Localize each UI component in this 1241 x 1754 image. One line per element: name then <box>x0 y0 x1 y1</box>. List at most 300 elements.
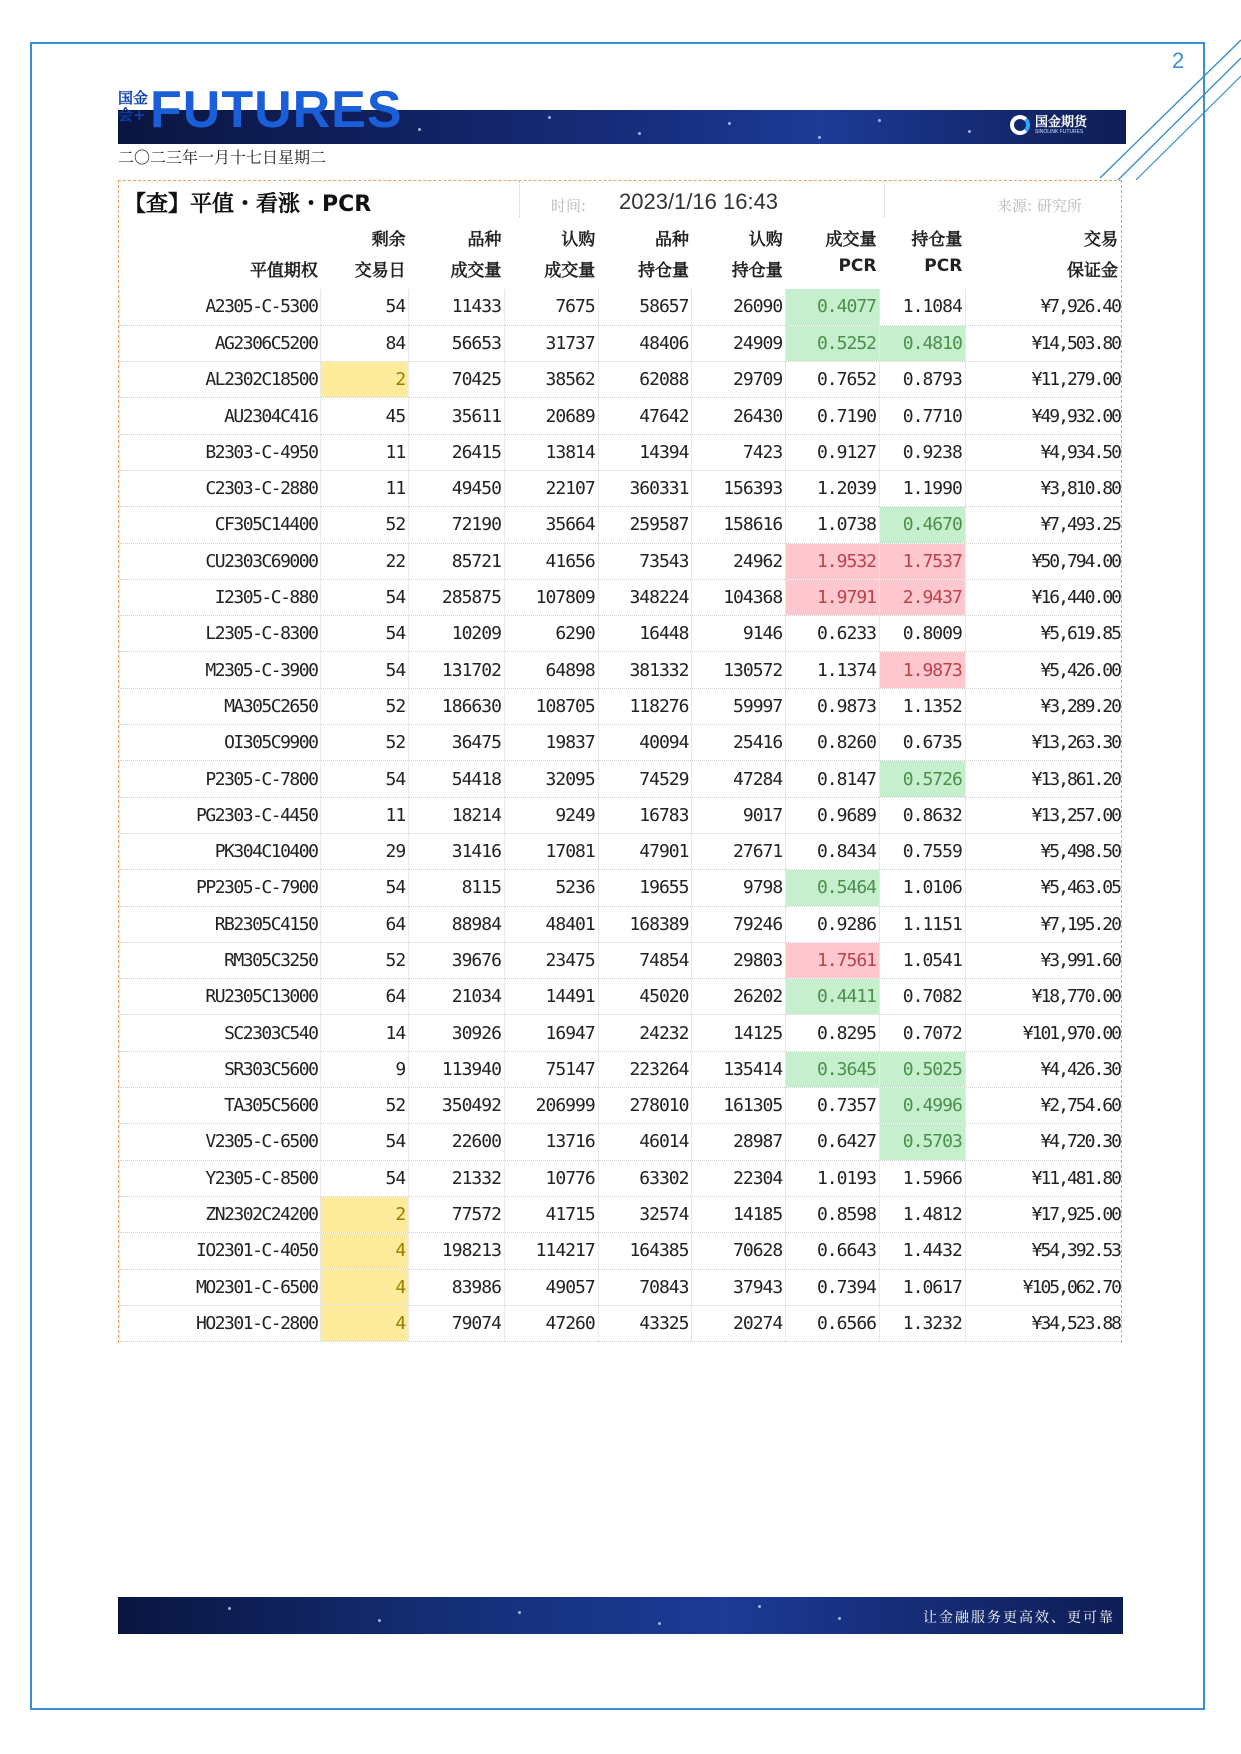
table-cell: 19655 <box>598 870 692 906</box>
table-cell: 22600 <box>409 1124 505 1160</box>
table-cell: 24232 <box>598 1015 692 1051</box>
table-cell: ¥13,861.20 <box>965 761 1121 797</box>
table-cell: 16947 <box>504 1015 598 1051</box>
table-cell: ¥105,062.70 <box>965 1269 1121 1305</box>
divider <box>884 181 885 217</box>
table-cell: 1.0541 <box>880 942 966 978</box>
table-cell: ¥5,498.50 <box>965 833 1121 869</box>
table-cell: 24909 <box>692 325 786 361</box>
table-cell: 24962 <box>692 543 786 579</box>
table-cell: 54 <box>321 1160 409 1196</box>
table-row <box>120 979 1122 1015</box>
table-cell: 223264 <box>598 1051 692 1087</box>
table-cell: 49057 <box>504 1269 598 1305</box>
table-cell: 0.7190 <box>786 398 880 434</box>
option-name-cell: P2305-C-7800 <box>120 761 321 797</box>
table-cell: 0.4411 <box>786 979 880 1015</box>
table-cell: 14125 <box>692 1015 786 1051</box>
table-cell: 48401 <box>504 906 598 942</box>
table-cell: 35664 <box>504 507 598 543</box>
table-cell: 1.9532 <box>786 543 880 579</box>
table-cell: 27671 <box>692 833 786 869</box>
table-cell: 4 <box>321 1269 409 1305</box>
table-cell: 52 <box>321 507 409 543</box>
table-cell: 88984 <box>409 906 505 942</box>
table-cell: 28987 <box>692 1124 786 1160</box>
table-cell: 259587 <box>598 507 692 543</box>
column-header: 保证金 <box>1067 261 1118 281</box>
table-cell: 47642 <box>598 398 692 434</box>
table-cell: 158616 <box>692 507 786 543</box>
table-row <box>120 470 1122 506</box>
table-cell: 32574 <box>598 1196 692 1232</box>
table-cell: 54 <box>321 579 409 615</box>
table-cell: 2.9437 <box>880 579 966 615</box>
table-cell: 38562 <box>504 362 598 398</box>
option-name-cell: AL2302C18500 <box>120 362 321 398</box>
table-cell: 0.8632 <box>880 797 966 833</box>
table-cell: 0.5464 <box>786 870 880 906</box>
table-row <box>120 652 1122 688</box>
table-cell: ¥3,991.60 <box>965 942 1121 978</box>
table-cell: 5236 <box>504 870 598 906</box>
table-cell: 14491 <box>504 979 598 1015</box>
table-cell: 1.5966 <box>880 1160 966 1196</box>
table-cell: ¥4,720.30 <box>965 1124 1121 1160</box>
table-cell: 1.9873 <box>880 652 966 688</box>
option-name-cell: IO2301-C-4050 <box>120 1233 321 1269</box>
table-cell: ¥5,463.05 <box>965 870 1121 906</box>
table-cell: 31416 <box>409 833 505 869</box>
table-cell: 70843 <box>598 1269 692 1305</box>
table-cell: 23475 <box>504 942 598 978</box>
table-row <box>120 1233 1122 1269</box>
table-cell: ¥13,263.30 <box>965 725 1121 761</box>
table-cell: 113940 <box>409 1051 505 1087</box>
table-cell: 14394 <box>598 434 692 470</box>
table-cell: 1.1990 <box>880 470 966 506</box>
table-cell: 0.6233 <box>786 616 880 652</box>
table-row <box>120 1124 1122 1160</box>
table-cell: 1.3232 <box>880 1305 966 1341</box>
table-cell: ¥50,794.00 <box>965 543 1121 579</box>
table-cell: 0.9873 <box>786 688 880 724</box>
table-cell: 0.8793 <box>880 362 966 398</box>
table-cell: 7423 <box>692 434 786 470</box>
table-cell: 360331 <box>598 470 692 506</box>
table-cell: 4 <box>321 1305 409 1341</box>
table-cell: 52 <box>321 1088 409 1124</box>
column-header-top: 交易 <box>1084 230 1118 250</box>
pcr-sheet <box>118 180 1122 1343</box>
table-cell: 0.8598 <box>786 1196 880 1232</box>
table-cell: 1.7537 <box>880 543 966 579</box>
table-cell: 0.4077 <box>786 289 880 325</box>
table-cell: 22304 <box>692 1160 786 1196</box>
table-cell: ¥11,481.80 <box>965 1160 1121 1196</box>
column-header-top: 认购 <box>561 230 596 250</box>
table-cell: 79074 <box>409 1305 505 1341</box>
table-cell: 29 <box>321 833 409 869</box>
logo-futures: FUTURES <box>150 81 403 139</box>
corner-decoration <box>1100 30 1241 180</box>
option-name-cell: L2305-C-8300 <box>120 616 321 652</box>
table-cell: 0.3645 <box>786 1051 880 1087</box>
option-name-cell: SC2303C540 <box>120 1015 321 1051</box>
table-cell: 52 <box>321 725 409 761</box>
table-cell: 1.7561 <box>786 942 880 978</box>
table-cell: 35611 <box>409 398 505 434</box>
table-cell: 54418 <box>409 761 505 797</box>
divider <box>519 181 520 217</box>
option-name-cell: OI305C9900 <box>120 725 321 761</box>
option-name-cell: AG2306C5200 <box>120 325 321 361</box>
sheet-title: 【查】平值・看涨・PCR <box>124 192 372 217</box>
table-cell: 1.2039 <box>786 470 880 506</box>
table-row <box>120 507 1122 543</box>
table-cell: 56653 <box>409 325 505 361</box>
table-cell: 0.6735 <box>880 725 966 761</box>
table-cell: 1.1084 <box>880 289 966 325</box>
table-cell: 59997 <box>692 688 786 724</box>
table-cell: 37943 <box>692 1269 786 1305</box>
sheet-header <box>119 181 1121 217</box>
table-row <box>120 289 1122 325</box>
table-cell: 161305 <box>692 1088 786 1124</box>
table-row <box>120 362 1122 398</box>
option-name-cell: RU2305C13000 <box>120 979 321 1015</box>
table-cell: 13814 <box>504 434 598 470</box>
table-row <box>120 1051 1122 1087</box>
table-cell: 19837 <box>504 725 598 761</box>
column-header-top: 品种 <box>467 230 502 250</box>
brand-name: 国金期货 <box>1035 114 1088 130</box>
table-cell: 135414 <box>692 1051 786 1087</box>
table-cell: ¥7,195.20 <box>965 906 1121 942</box>
column-header-top: 持仓量 <box>911 230 963 250</box>
table-cell: 29709 <box>692 362 786 398</box>
table-cell: 131702 <box>409 652 505 688</box>
table-cell: ¥54,392.53 <box>965 1233 1121 1269</box>
table-cell: 0.4670 <box>880 507 966 543</box>
table-cell: 0.5726 <box>880 761 966 797</box>
table-cell: 285875 <box>409 579 505 615</box>
table-row <box>120 579 1122 615</box>
table-cell: 46014 <box>598 1124 692 1160</box>
column-header-top: 剩余 <box>371 230 406 250</box>
table-cell: 54 <box>321 616 409 652</box>
table-cell: 108705 <box>504 688 598 724</box>
table-cell: 1.0106 <box>880 870 966 906</box>
table-cell: 41656 <box>504 543 598 579</box>
table-cell: 63302 <box>598 1160 692 1196</box>
table-cell: 21034 <box>409 979 505 1015</box>
table-cell: 0.5025 <box>880 1051 966 1087</box>
column-header-top: 品种 <box>654 230 689 250</box>
table-cell: 64 <box>321 979 409 1015</box>
table-cell: 40094 <box>598 725 692 761</box>
table-cell: 64 <box>321 906 409 942</box>
table-cell: 0.9127 <box>786 434 880 470</box>
table-row <box>120 1196 1122 1232</box>
source-label: 来源: 研究所 <box>997 197 1082 215</box>
table-cell: 0.6427 <box>786 1124 880 1160</box>
table-cell: ¥11,279.00 <box>965 362 1121 398</box>
table-cell: 6290 <box>504 616 598 652</box>
table-cell: 79246 <box>692 906 786 942</box>
table-cell: ¥13,257.00 <box>965 797 1121 833</box>
table-cell: 11433 <box>409 289 505 325</box>
table-cell: 54 <box>321 870 409 906</box>
table-cell: 22 <box>321 543 409 579</box>
option-name-cell: PK304C10400 <box>120 833 321 869</box>
table-cell: 156393 <box>692 470 786 506</box>
table-cell: 45020 <box>598 979 692 1015</box>
table-cell: 381332 <box>598 652 692 688</box>
table-cell: 0.7559 <box>880 833 966 869</box>
table-cell: 2 <box>321 362 409 398</box>
table-cell: ¥18,770.00 <box>965 979 1121 1015</box>
table-cell: 54 <box>321 289 409 325</box>
table-cell: 84 <box>321 325 409 361</box>
footer-slogan: 让金融服务更高效、更可靠 <box>923 1610 1115 1626</box>
table-cell: 41715 <box>504 1196 598 1232</box>
table-cell: 1.4812 <box>880 1196 966 1232</box>
option-name-cell: M2305-C-3900 <box>120 652 321 688</box>
table-cell: 0.8295 <box>786 1015 880 1051</box>
table-cell: 9017 <box>692 797 786 833</box>
table-cell: 0.6643 <box>786 1233 880 1269</box>
table-row <box>120 942 1122 978</box>
table-cell: 348224 <box>598 579 692 615</box>
table-cell: 0.8434 <box>786 833 880 869</box>
table-cell: 21332 <box>409 1160 505 1196</box>
table-cell: 58657 <box>598 289 692 325</box>
table-cell: 14185 <box>692 1196 786 1232</box>
table-cell: 18214 <box>409 797 505 833</box>
table-cell: 83986 <box>409 1269 505 1305</box>
table-cell: 168389 <box>598 906 692 942</box>
table-row <box>120 1088 1122 1124</box>
table-cell: 0.7710 <box>880 398 966 434</box>
table-row <box>120 761 1122 797</box>
column-header: PCR <box>838 256 877 276</box>
table-cell: ¥34,523.88 <box>965 1305 1121 1341</box>
table-cell: 85721 <box>409 543 505 579</box>
option-name-cell: CF305C14400 <box>120 507 321 543</box>
table-cell: 0.7652 <box>786 362 880 398</box>
table-cell: 20274 <box>692 1305 786 1341</box>
table-cell: 54 <box>321 761 409 797</box>
table-cell: ¥14,503.80 <box>965 325 1121 361</box>
table-cell: 1.1151 <box>880 906 966 942</box>
option-name-cell: HO2301-C-2800 <box>120 1305 321 1341</box>
table-cell: ¥49,932.00 <box>965 398 1121 434</box>
table-cell: 1.4432 <box>880 1233 966 1269</box>
table-cell: 26090 <box>692 289 786 325</box>
table-cell: 0.9689 <box>786 797 880 833</box>
table-cell: ¥2,754.60 <box>965 1088 1121 1124</box>
table-cell: 72190 <box>409 507 505 543</box>
table-cell: 47260 <box>504 1305 598 1341</box>
column-header-top: 成交量 <box>825 230 877 250</box>
table-cell: 8115 <box>409 870 505 906</box>
table-row <box>120 1160 1122 1196</box>
table-cell: ¥4,934.50 <box>965 434 1121 470</box>
table-cell: 1.0617 <box>880 1269 966 1305</box>
table-cell: ¥17,925.00 <box>965 1196 1121 1232</box>
table-cell: 29803 <box>692 942 786 978</box>
table-cell: 16783 <box>598 797 692 833</box>
table-cell: 10776 <box>504 1160 598 1196</box>
table-cell: 77572 <box>409 1196 505 1232</box>
option-name-cell: RB2305C4150 <box>120 906 321 942</box>
table-cell: ¥5,619.85 <box>965 616 1121 652</box>
table-cell: 130572 <box>692 652 786 688</box>
table-cell: 52 <box>321 942 409 978</box>
table-cell: 31737 <box>504 325 598 361</box>
report-date: 二〇二三年一月十七日星期二 <box>118 148 327 167</box>
table-cell: 198213 <box>409 1233 505 1269</box>
option-name-cell: PG2303-C-4450 <box>120 797 321 833</box>
table-cell: 20689 <box>504 398 598 434</box>
table-cell: 114217 <box>504 1233 598 1269</box>
option-name-cell: MA305C2650 <box>120 688 321 724</box>
table-cell: 0.8260 <box>786 725 880 761</box>
header-row-2 <box>120 253 1122 289</box>
option-name-cell: MO2301-C-6500 <box>120 1269 321 1305</box>
table-cell: 74854 <box>598 942 692 978</box>
brand-badge <box>1010 115 1087 135</box>
table-cell: 118276 <box>598 688 692 724</box>
table-cell: 9146 <box>692 616 786 652</box>
table-cell: 43325 <box>598 1305 692 1341</box>
table-cell: 47901 <box>598 833 692 869</box>
table-row <box>120 906 1122 942</box>
footer-banner <box>118 1597 1123 1634</box>
header-row-1 <box>120 217 1122 253</box>
table-cell: 0.7082 <box>880 979 966 1015</box>
table-cell: 1.0193 <box>786 1160 880 1196</box>
table-cell: 54 <box>321 1124 409 1160</box>
option-name-cell: B2303-C-4950 <box>120 434 321 470</box>
column-header-top <box>120 217 321 253</box>
table-cell: 39676 <box>409 942 505 978</box>
option-name-cell: AU2304C416 <box>120 398 321 434</box>
table-cell: 107809 <box>504 579 598 615</box>
table-cell: 104368 <box>692 579 786 615</box>
table-cell: ¥7,926.40 <box>965 289 1121 325</box>
option-name-cell: CU2303C69000 <box>120 543 321 579</box>
table-cell: 186630 <box>409 688 505 724</box>
table-cell: 350492 <box>409 1088 505 1124</box>
option-name-cell: ZN2302C24200 <box>120 1196 321 1232</box>
table-cell: 0.5252 <box>786 325 880 361</box>
table-cell: 10209 <box>409 616 505 652</box>
table-cell: 14 <box>321 1015 409 1051</box>
brand-logo-icon <box>1010 115 1030 135</box>
table-cell: 26430 <box>692 398 786 434</box>
table-cell: 13716 <box>504 1124 598 1160</box>
table-row <box>120 870 1122 906</box>
column-header: 成交量 <box>544 261 596 281</box>
table-cell: 4 <box>321 1233 409 1269</box>
table-row <box>120 1015 1122 1051</box>
table-cell: 0.5703 <box>880 1124 966 1160</box>
table-cell: 0.9286 <box>786 906 880 942</box>
table-row <box>120 434 1122 470</box>
table-cell: 22107 <box>504 470 598 506</box>
table-row <box>120 1305 1122 1341</box>
table-cell: ¥16,440.00 <box>965 579 1121 615</box>
option-name-cell: A2305-C-5300 <box>120 289 321 325</box>
table-cell: 0.9238 <box>880 434 966 470</box>
table-cell: 32095 <box>504 761 598 797</box>
column-header: 平值期权 <box>249 261 318 281</box>
column-header: 成交量 <box>450 261 502 281</box>
column-header: PCR <box>924 256 963 276</box>
table-cell: 1.1374 <box>786 652 880 688</box>
table-cell: 11 <box>321 470 409 506</box>
table-cell: 1.1352 <box>880 688 966 724</box>
table-cell: 11 <box>321 797 409 833</box>
table-cell: 47284 <box>692 761 786 797</box>
option-name-cell: C2303-C-2880 <box>120 470 321 506</box>
table-cell: 25416 <box>692 725 786 761</box>
table-cell: 9249 <box>504 797 598 833</box>
table-cell: 36475 <box>409 725 505 761</box>
option-name-cell: Y2305-C-8500 <box>120 1160 321 1196</box>
table-cell: ¥101,970.00 <box>965 1015 1121 1051</box>
table-row <box>120 616 1122 652</box>
table-row <box>120 833 1122 869</box>
table-cell: ¥4,426.30 <box>965 1051 1121 1087</box>
table-cell: ¥7,493.25 <box>965 507 1121 543</box>
column-header: 交易日 <box>354 261 406 281</box>
table-row <box>120 543 1122 579</box>
time-value: 2023/1/16 16:43 <box>619 189 779 214</box>
table-row <box>120 398 1122 434</box>
column-header-top: 认购 <box>748 230 783 250</box>
option-name-cell: I2305-C-880 <box>120 579 321 615</box>
table-cell: 0.6566 <box>786 1305 880 1341</box>
table-cell: 45 <box>321 398 409 434</box>
table-cell: 48406 <box>598 325 692 361</box>
pcr-table <box>119 217 1121 1342</box>
time-label: 时间: <box>551 197 587 215</box>
table-cell: 206999 <box>504 1088 598 1124</box>
table-row <box>120 1269 1122 1305</box>
table-cell: 49450 <box>409 470 505 506</box>
table-cell: 9 <box>321 1051 409 1087</box>
table-cell: 9798 <box>692 870 786 906</box>
table-cell: 52 <box>321 688 409 724</box>
table-cell: 2 <box>321 1196 409 1232</box>
table-cell: 30926 <box>409 1015 505 1051</box>
option-name-cell: PP2305-C-7900 <box>120 870 321 906</box>
option-name-cell: TA305C5600 <box>120 1088 321 1124</box>
table-row <box>120 688 1122 724</box>
table-cell: 62088 <box>598 362 692 398</box>
table-cell: 0.7072 <box>880 1015 966 1051</box>
table-row <box>120 725 1122 761</box>
page-number: 2 <box>1172 48 1185 73</box>
table-cell: 70425 <box>409 362 505 398</box>
table-cell: 278010 <box>598 1088 692 1124</box>
table-row <box>120 325 1122 361</box>
column-header: 持仓量 <box>637 261 689 281</box>
table-row <box>120 797 1122 833</box>
